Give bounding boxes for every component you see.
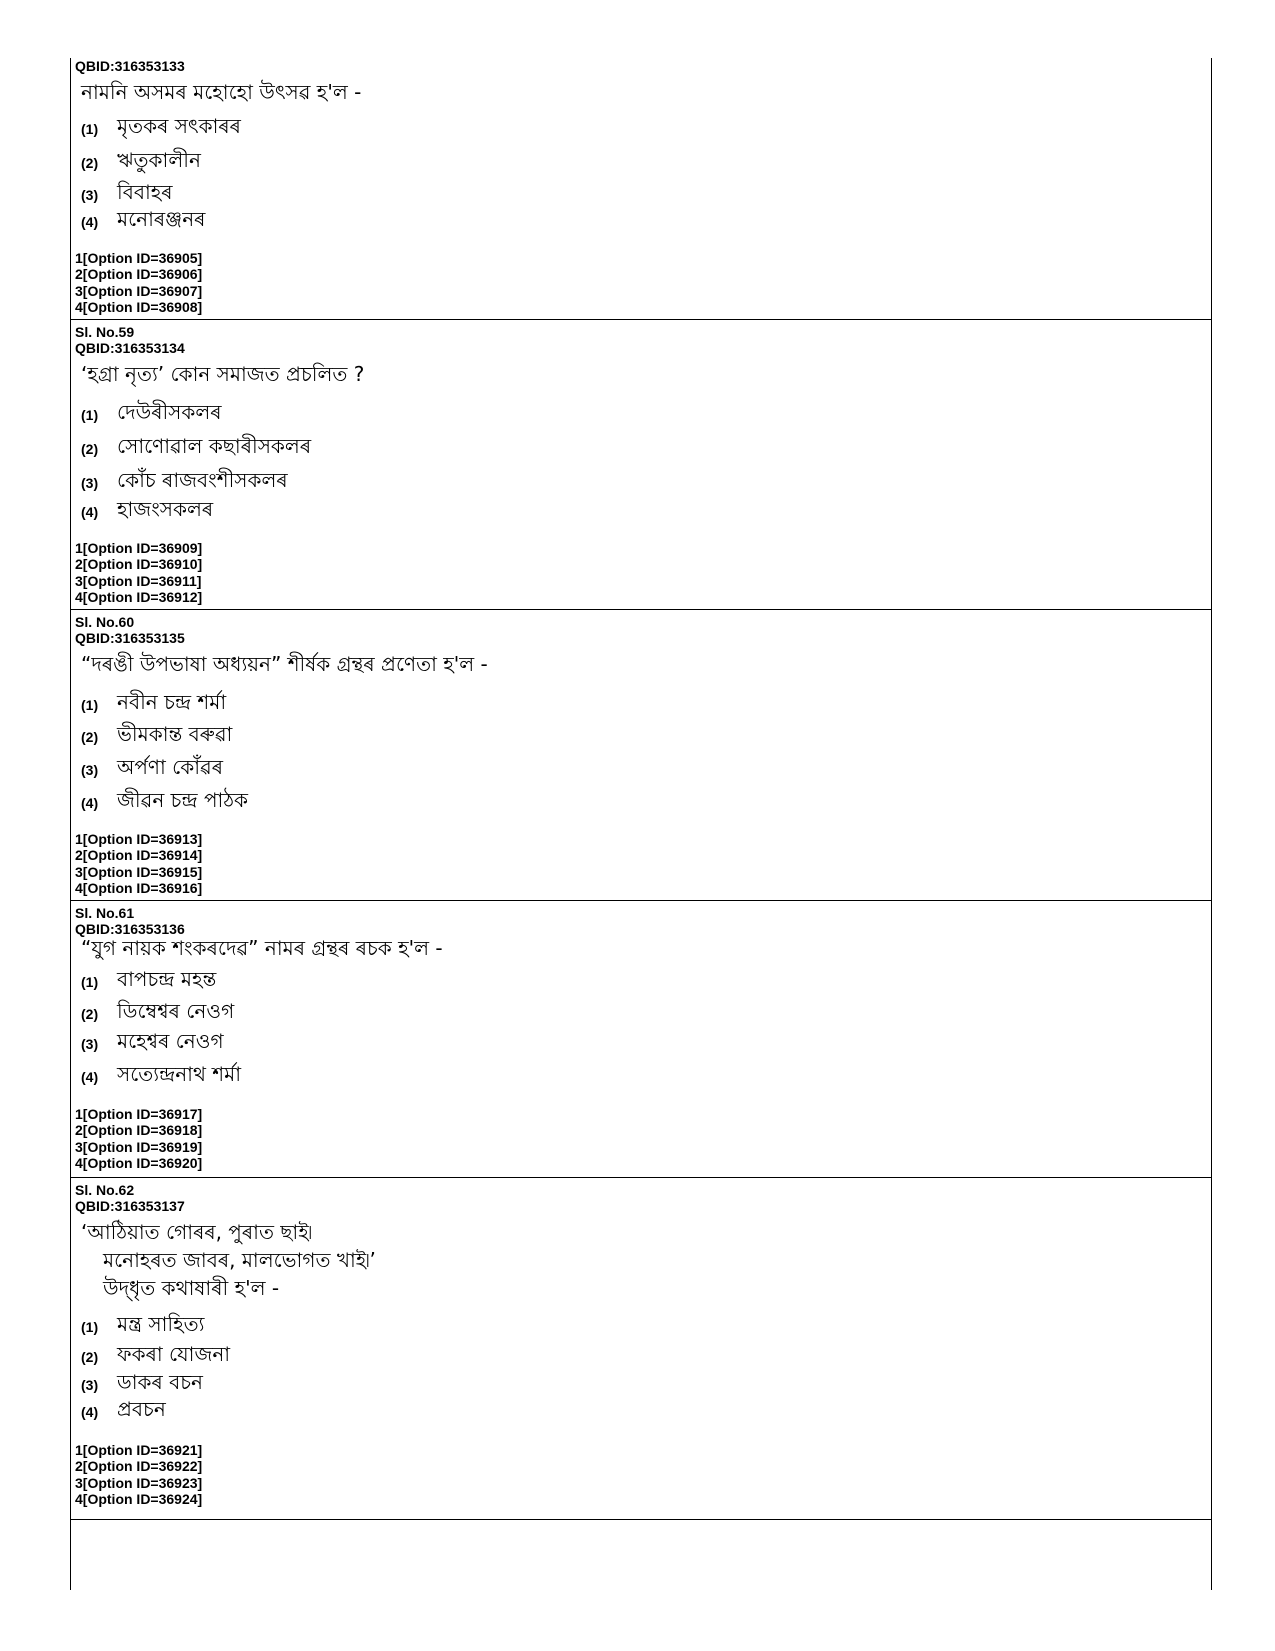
question-header — [75, 614, 185, 646]
option-number: (4) — [81, 1068, 99, 1085]
option-text: দেউৰীসকলৰ — [117, 400, 222, 424]
option-4 — [81, 205, 205, 238]
option-id: 4[Option ID=36920] — [75, 1154, 203, 1171]
option-id: 4[Option ID=36908] — [75, 298, 203, 315]
option-id-list — [75, 1106, 202, 1171]
question-stem — [81, 934, 443, 962]
option-2 — [81, 997, 234, 1030]
option-id: 3[Option ID=36911] — [75, 572, 202, 589]
stem-line: মনোহৰত জাবৰ, মালভোগত খাই৷’ — [103, 1248, 376, 1272]
option-id: 2[Option ID=36918] — [75, 1122, 203, 1139]
question-header — [75, 324, 185, 356]
qbid: QBID:316353133 — [75, 58, 185, 74]
option-text: ফকৰা যোজনা — [117, 1342, 231, 1366]
serial-number: Sl. No.60 — [75, 614, 135, 630]
option-number: (3) — [81, 1035, 99, 1052]
question-header — [75, 1182, 185, 1214]
option-number: (2) — [81, 154, 99, 171]
option-number: (3) — [81, 474, 99, 491]
option-3 — [81, 753, 223, 786]
qbid: QBID:316353135 — [75, 630, 185, 646]
question-block — [71, 901, 1211, 1178]
option-1 — [81, 688, 226, 721]
option-text: ডিম্বেশ্বৰ নেওগ — [117, 999, 235, 1023]
option-id: 1[Option ID=36921] — [75, 1442, 203, 1458]
option-text: বিবাহৰ — [117, 180, 173, 204]
option-number: (1) — [81, 973, 99, 990]
serial-number: Sl. No.62 — [75, 1182, 135, 1198]
option-4 — [81, 495, 213, 528]
option-number: (4) — [81, 503, 99, 520]
option-text: সত্যেন্দ্ৰনাথ শৰ্মা — [117, 1062, 242, 1086]
option-1 — [81, 112, 241, 145]
stem-line: “যুগ নায়ক শংকৰদেৱ” নামৰ গ্ৰন্থৰ ৰচক হ'ল - — [81, 936, 443, 960]
option-number: (1) — [81, 696, 99, 713]
option-id: 2[Option ID=36922] — [75, 1458, 203, 1475]
option-id: 2[Option ID=36910] — [75, 556, 203, 573]
option-number: (1) — [81, 120, 99, 137]
option-id: 4[Option ID=36924] — [75, 1490, 203, 1507]
option-1 — [81, 398, 222, 431]
option-text: ঋতুকালীন — [117, 148, 201, 172]
option-id: 2[Option ID=36914] — [75, 847, 203, 864]
option-3 — [81, 1027, 224, 1060]
option-id-list — [75, 250, 202, 315]
question-stem — [81, 78, 361, 106]
option-text: হাজংসকলৰ — [117, 497, 214, 521]
option-number: (1) — [81, 1318, 99, 1335]
stem-line: ‘হগ্ৰা নৃত্য’ কোন সমাজত প্ৰচলিত ? — [81, 362, 365, 386]
option-number: (3) — [81, 761, 99, 778]
option-text: মহেশ্বৰ নেওগ — [117, 1029, 224, 1053]
option-id: 3[Option ID=36907] — [75, 282, 203, 299]
stem-line: ‘আঠিয়াত গোৰৰ, পুৰাত ছাই৷ — [81, 1220, 312, 1244]
option-text: অৰ্পণা কোঁৱৰ — [117, 755, 224, 779]
question-block — [71, 610, 1211, 901]
option-1 — [81, 1310, 204, 1343]
option-4 — [81, 1060, 241, 1093]
option-text: জীৱন চন্দ্ৰ পাঠক — [117, 788, 248, 812]
question-stem — [81, 1218, 376, 1302]
question-header — [75, 905, 185, 937]
question-stem — [81, 360, 364, 388]
option-number: (2) — [81, 440, 99, 457]
option-number: (4) — [81, 794, 99, 811]
option-2 — [81, 146, 201, 179]
question-block — [71, 1178, 1211, 1520]
option-number: (2) — [81, 1005, 99, 1022]
option-text: প্ৰবচন — [117, 1397, 166, 1421]
option-text: নবীন চন্দ্ৰ শৰ্মা — [117, 690, 227, 714]
option-2 — [81, 432, 311, 465]
option-1 — [81, 965, 216, 998]
option-number: (2) — [81, 728, 99, 745]
option-id: 4[Option ID=36912] — [75, 588, 203, 605]
stem-line: উদ্‌ধৃত কথাষাৰী হ'ল - — [103, 1276, 280, 1300]
option-text: মন্ত্ৰ সাহিত্য — [117, 1312, 205, 1336]
option-id: 1[Option ID=36909] — [75, 540, 203, 556]
option-id: 1[Option ID=36905] — [75, 250, 203, 266]
option-text: কোঁচ ৰাজবংশীসকলৰ — [117, 468, 288, 492]
qbid: QBID:316353134 — [75, 340, 185, 356]
option-text: বাপচন্দ্ৰ মহন্ত — [117, 967, 217, 991]
option-text: ভীমকান্ত বৰুৱা — [117, 722, 233, 746]
option-number: (3) — [81, 1376, 99, 1393]
serial-number: Sl. No.59 — [75, 324, 135, 340]
option-id: 3[Option ID=36919] — [75, 1138, 203, 1155]
option-2 — [81, 720, 232, 753]
option-4 — [81, 1395, 166, 1428]
option-id-list — [75, 831, 202, 896]
option-id-list — [75, 540, 202, 605]
question-stem — [81, 650, 488, 678]
option-id: 4[Option ID=36916] — [75, 879, 203, 896]
option-number: (2) — [81, 1348, 99, 1365]
option-id: 3[Option ID=36915] — [75, 863, 203, 880]
question-header — [75, 58, 185, 74]
question-sheet — [70, 58, 1212, 1590]
option-id-list — [75, 1442, 202, 1507]
option-number: (4) — [81, 1403, 99, 1420]
serial-number: Sl. No.61 — [75, 905, 135, 921]
stem-line: “দৰঙী উপভাষা অধ্যয়ন” শীৰ্ষক গ্ৰন্থৰ প্ৰণেতা হ'ল - — [81, 652, 488, 676]
option-4 — [81, 786, 248, 819]
question-block — [71, 320, 1211, 610]
option-text: সোণোৱাল কছাৰীসকলৰ — [117, 434, 312, 458]
option-id: 3[Option ID=36923] — [75, 1474, 203, 1491]
option-text: ডাকৰ বচন — [117, 1370, 203, 1394]
qbid: QBID:316353136 — [75, 921, 185, 937]
option-id: 1[Option ID=36913] — [75, 831, 203, 847]
option-number: (3) — [81, 186, 99, 203]
option-id: 1[Option ID=36917] — [75, 1106, 203, 1122]
stem-line: নামনি অসমৰ মহোহো উৎসৱ হ'ল - — [81, 80, 362, 104]
option-text: মনোৰঞ্জনৰ — [117, 207, 206, 231]
option-id: 2[Option ID=36906] — [75, 266, 203, 283]
option-text: মৃতকৰ সৎকাৰৰ — [117, 114, 241, 138]
option-number: (4) — [81, 213, 99, 230]
qbid: QBID:316353137 — [75, 1198, 185, 1214]
option-number: (1) — [81, 406, 99, 423]
question-block — [71, 58, 1211, 320]
